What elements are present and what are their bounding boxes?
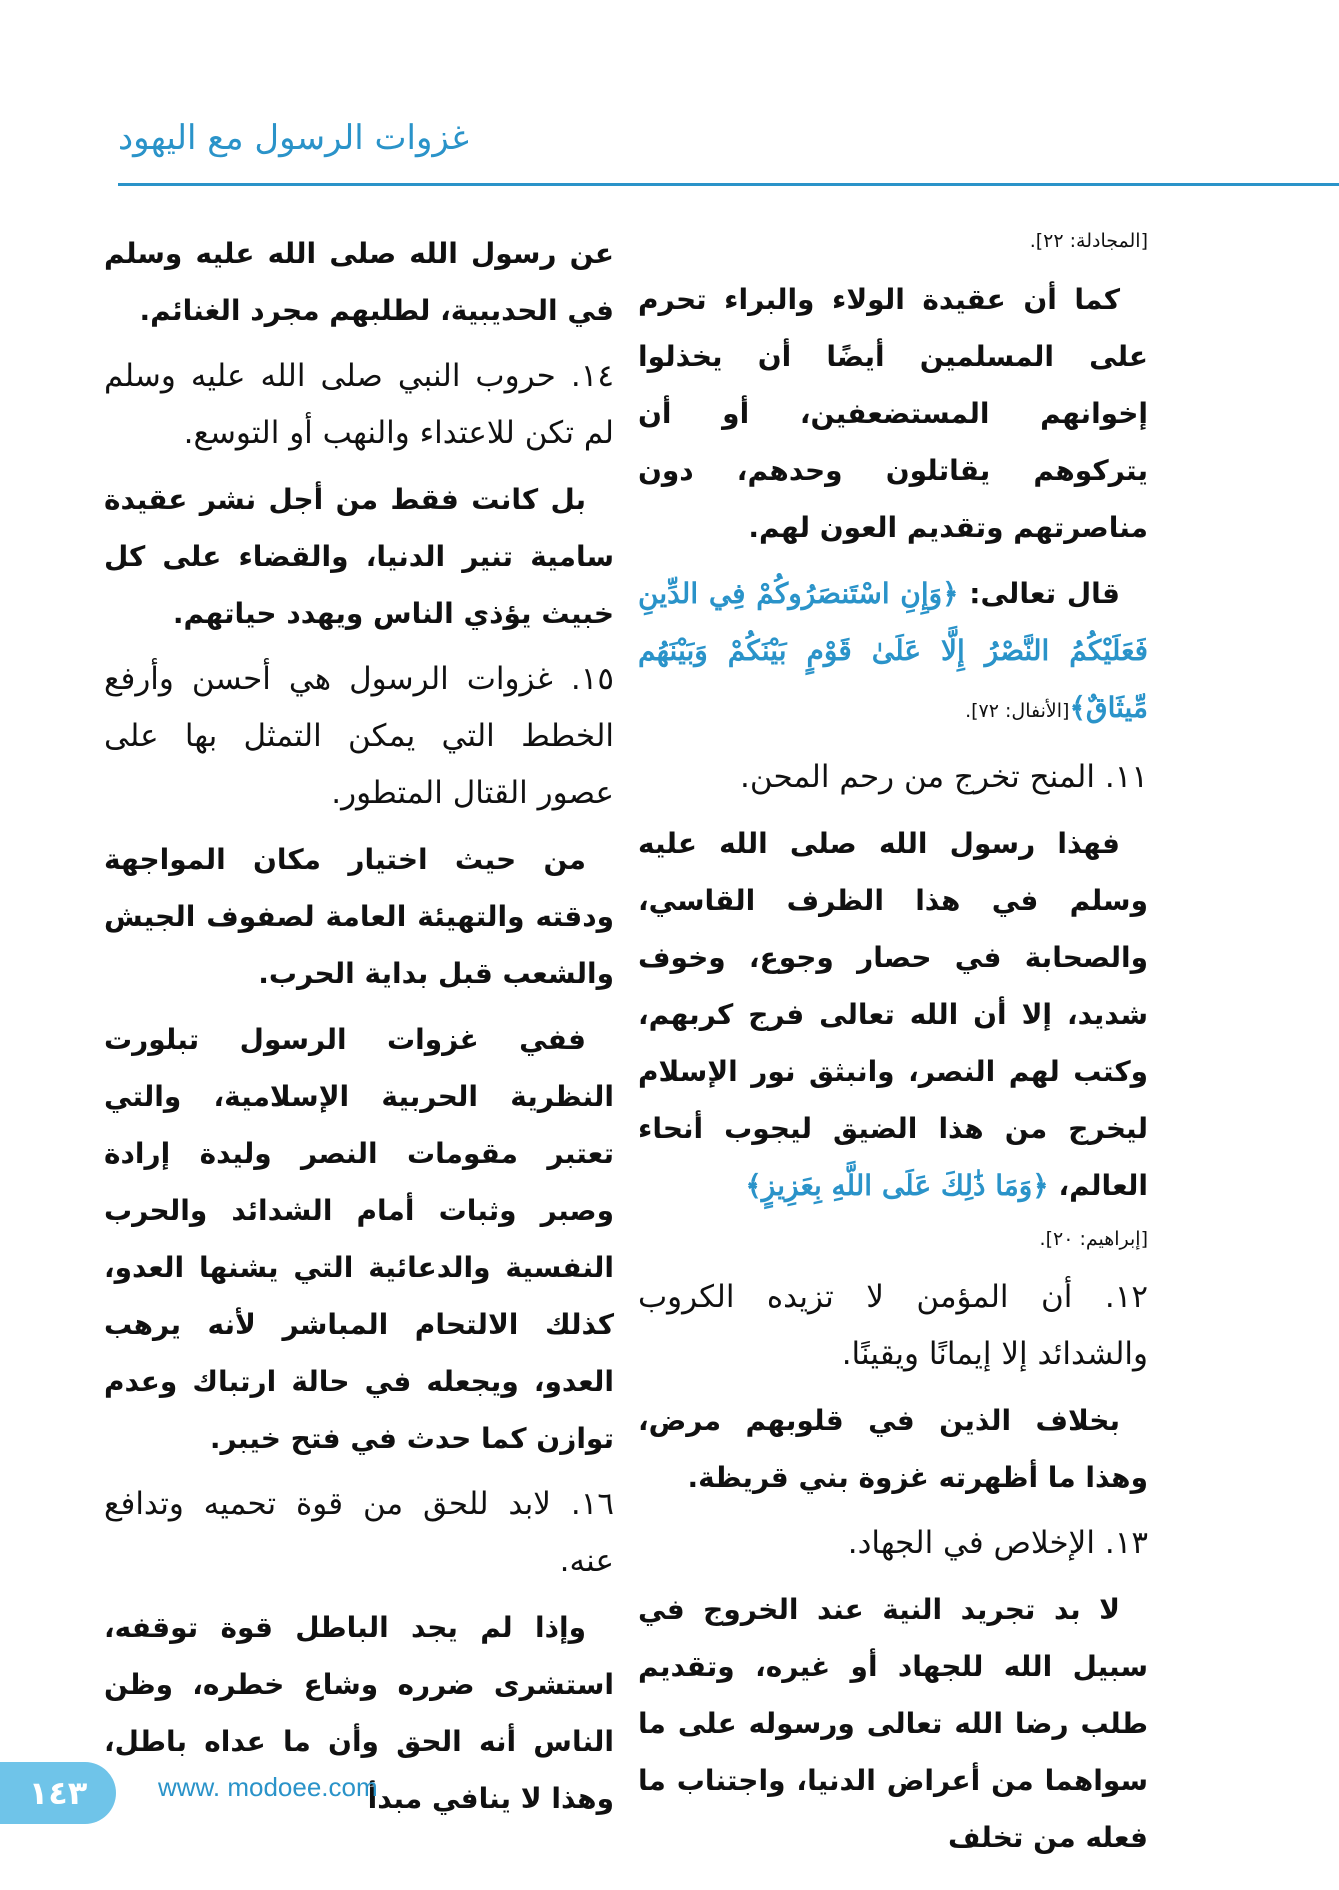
verse-reference: [إبراهيم: ٢٠]. <box>1039 1228 1148 1250</box>
paragraph: كما أن عقيدة الولاء والبراء تحرم على المسلمين أيضًا أن يخذلوا إخوانهم المستضعفين، أو أن يتركوهم يقاتلون وحدهم، دون مناصرتهم وتقديم العون لهم. <box>638 283 1148 544</box>
section-heading: ١٢. أن المؤمن لا تزيده الكروب والشدائد إلا إيمانًا ويقينًا. <box>638 1279 1148 1372</box>
paragraph: عن رسول الله صلى الله عليه وسلم في الحديبية، لطلبهم مجرد الغنائم. <box>104 237 614 327</box>
page-number: ١٤٣ <box>28 1774 88 1812</box>
left-column <box>104 225 614 1836</box>
paragraph-with-verse <box>638 815 1148 1214</box>
paragraph-with-verse <box>638 565 1148 740</box>
section-heading: ١٣. الإخلاص في الجهاد. <box>847 1525 1148 1561</box>
section-heading: ١٥. غزوات الرسول هي أحسن وأرفع الخطط التي يمكن التمثل بها على عصور القتال المتطور. <box>104 661 614 811</box>
paragraph: بل كانت فقط من أجل نشر عقيدة سامية تنير الدنيا، والقضاء على كل خبيث يؤذي الناس ويهدد حياتهم. <box>104 483 614 630</box>
paragraph-text: قال تعالى: <box>958 577 1120 610</box>
verse-reference: [الأنفال: ٧٢]. <box>965 700 1070 722</box>
paragraph-text: فهذا رسول الله صلى الله عليه وسلم في هذا الظرف القاسي، والصحابة في حصار وجوع، وخوف شديد، إلا أن الله تعالى فرج كربهم، وكتب لهم النصر، وانبثق نور الإسلام ليخرج من هذا الضيق ليجوب أنحاء العالم، <box>638 827 1148 1202</box>
paragraph: من حيث اختيار مكان المواجهة ودقته والتهيئة العامة لصفوف الجيش والشعب قبل بداية الحرب. <box>104 843 614 990</box>
paragraph: [المجادلة: ٢٢]. <box>1029 230 1148 252</box>
quran-verse: ﴿وَمَا ذَٰلِكَ عَلَى اللَّهِ بِعَزِيزٍ﴾ <box>745 1169 1049 1202</box>
paragraph: لا بد تجريد النية عند الخروج في سبيل الله للجهاد أو غيره، وتقديم طلب رضا الله تعالى ورسوله على ما سواهما من أعراض الدنيا، واجتناب ما فعله من تخلف <box>638 1593 1148 1854</box>
quran-verse: ﴿وَإِنِ اسْتَنصَرُوكُمْ فِي الدِّينِ فَعَلَيْكُمُ النَّصْرُ إِلَّا عَلَىٰ قَوْمٍ بَيْنَكُمْ وَبَيْنَهُم مِّيثَاقٌ﴾ <box>638 577 1148 724</box>
section-heading: ١٦. لابد للحق من قوة تحميه وتدافع عنه. <box>104 1486 614 1579</box>
website-link[interactable]: www. modoee.com <box>158 1772 378 1802</box>
header-divider <box>118 183 1339 186</box>
running-header-title: غزوات الرسول مع اليهود <box>118 118 469 158</box>
paragraph: ففي غزوات الرسول تبلورت النظرية الحربية الإسلامية، والتي تعتبر مقومات النصر وليدة إرادة وصبر وثبات أمام الشدائد والحرب النفسية والدعائية التي يشنها العدو، كذلك الالتحام المباشر لأنه يرهب العدو، ويجعله في حالة ارتباك وعدم توازن كما حدث في فتح خيبر. <box>104 1023 614 1455</box>
right-column <box>638 225 1148 1875</box>
paragraph: بخلاف الذين في قلوبهم مرض، وهذا ما أظهرته غزوة بني قريظة. <box>638 1404 1148 1494</box>
section-heading: ١١. المنح تخرج من رحم المحن. <box>740 759 1148 795</box>
paragraph: وإذا لم يجد الباطل قوة توقفه، استشرى ضرره وشاع خطره، وظن الناس أنه الحق وأن ما عداه باطل، وهذا لا ينافي مبدأ <box>104 1611 614 1815</box>
section-heading: ١٤. حروب النبي صلى الله عليه وسلم لم تكن للاعتداء والنهب أو التوسع. <box>104 358 614 451</box>
page-number-badge <box>0 1762 116 1824</box>
